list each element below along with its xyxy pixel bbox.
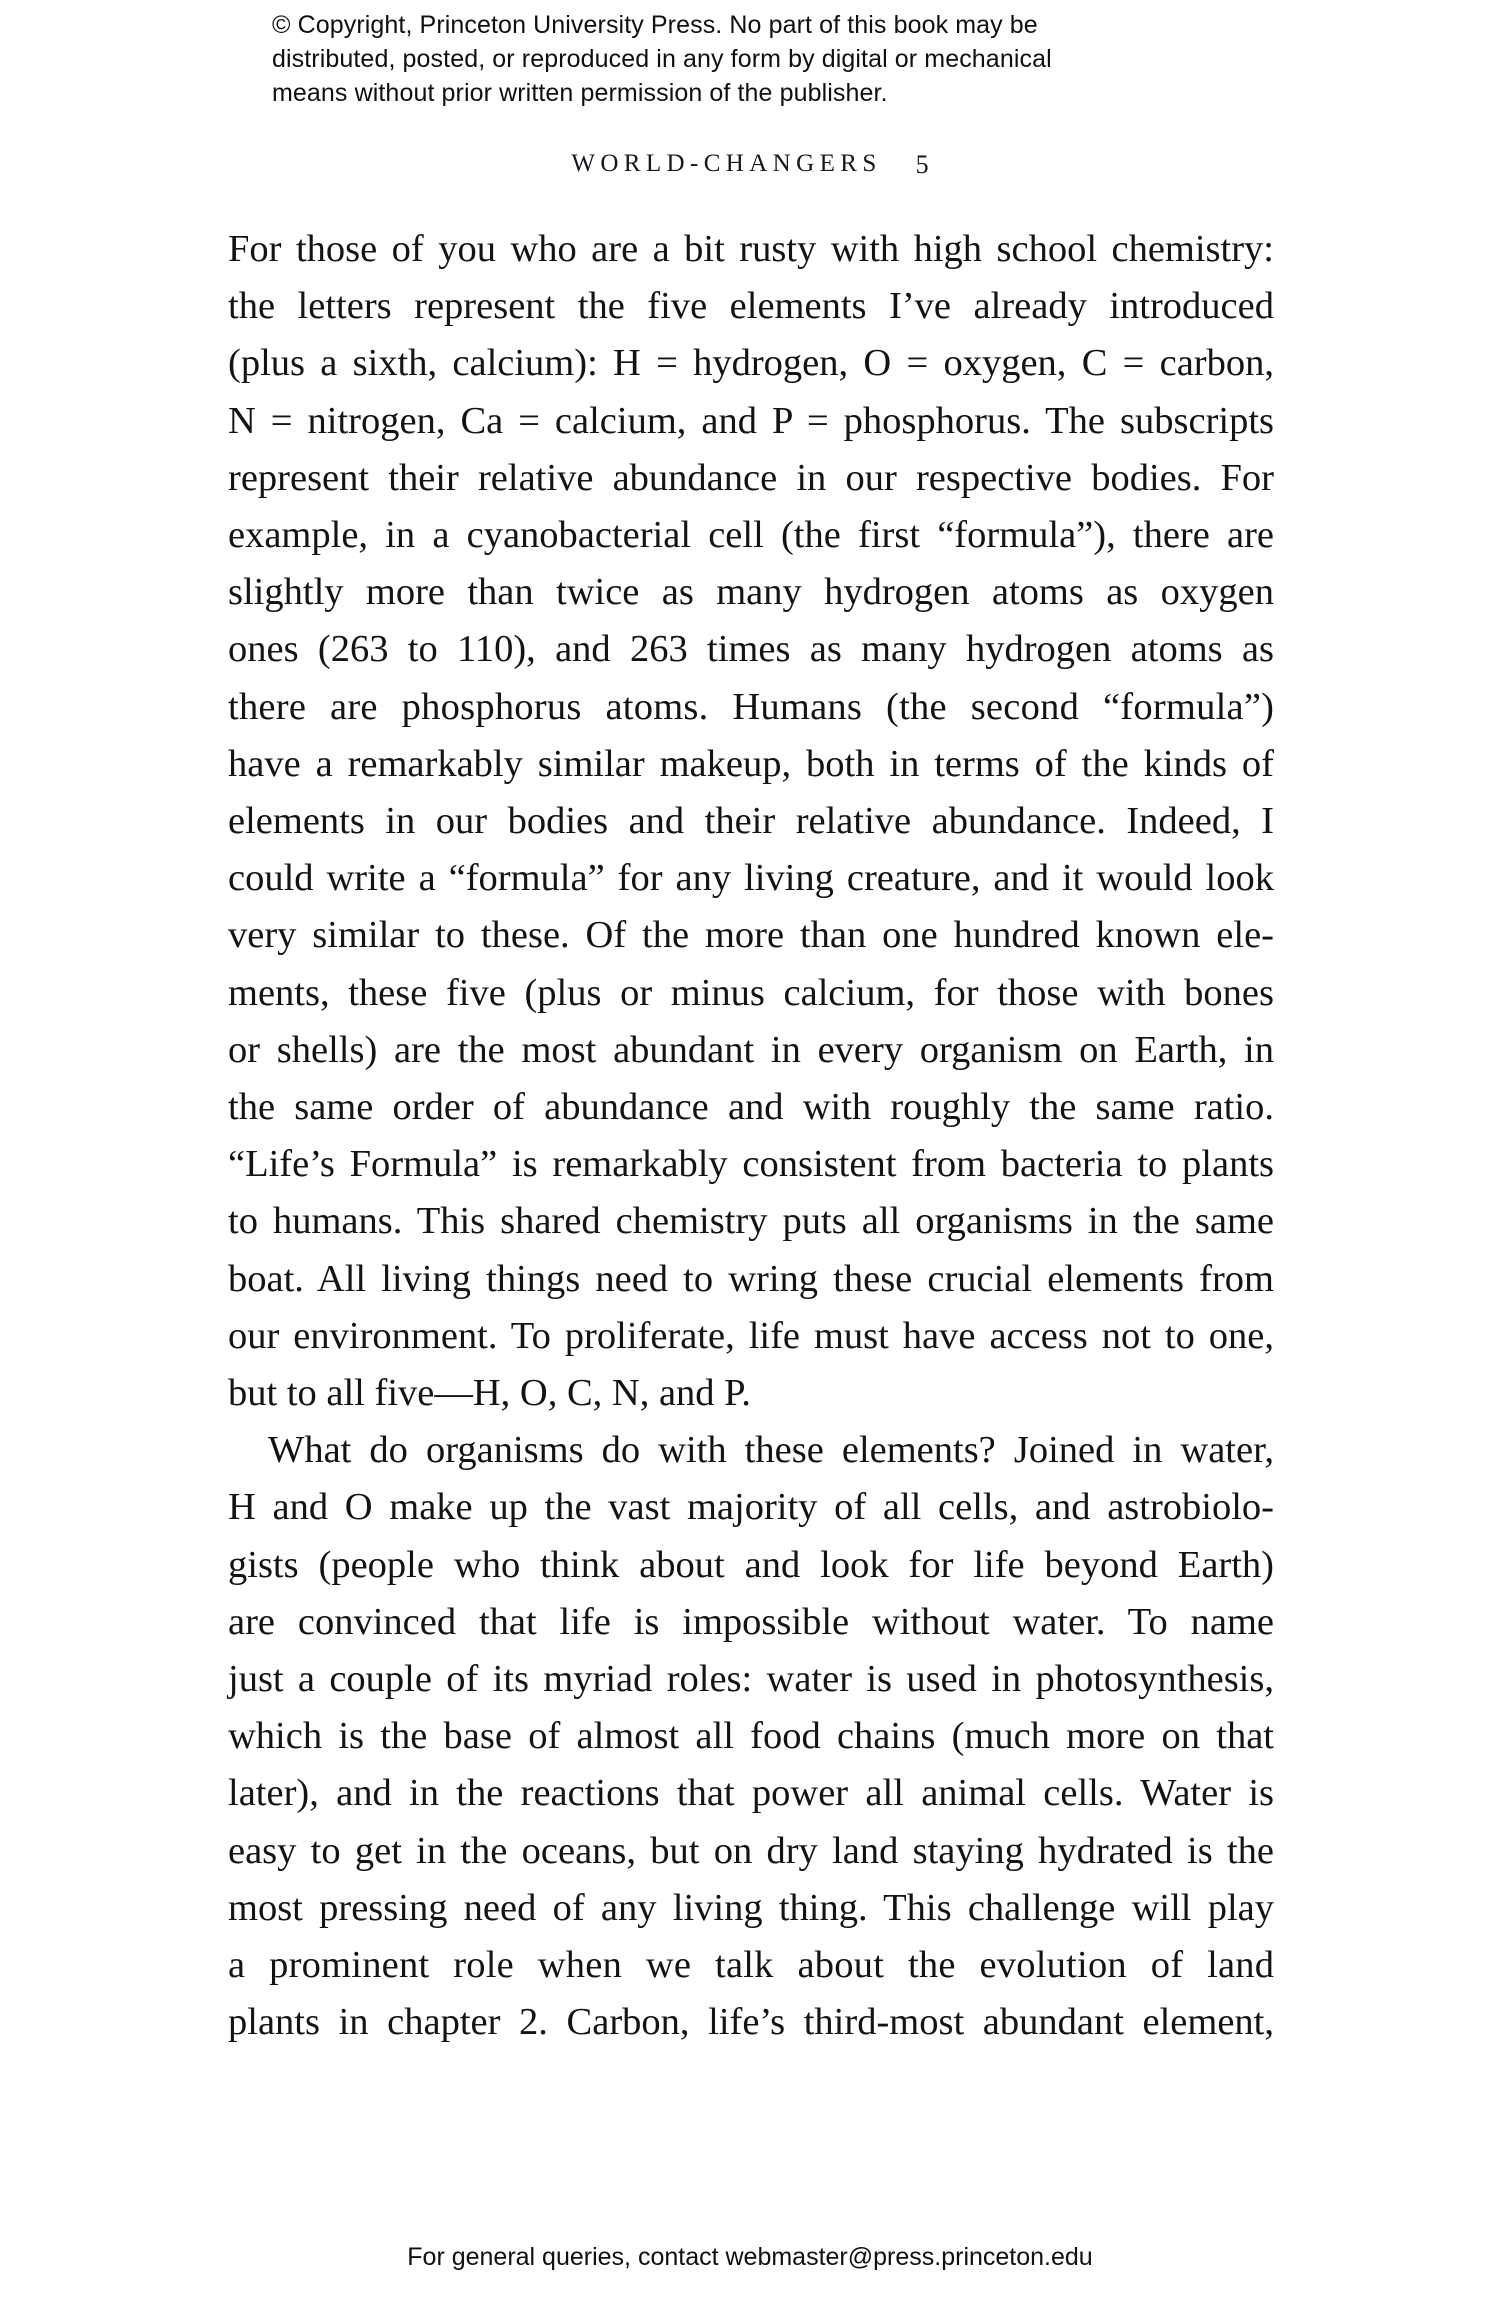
copyright-notice-line-1: © Copyright, Princeton University Press. No part of this book may be <box>272 11 1038 39</box>
text-line-content: N = nitrogen, Ca = calcium, and P = phosphorus. The subscripts <box>228 399 1274 442</box>
text-line-content: the same order of abundance and with roughly the same ratio. <box>228 1086 1274 1129</box>
text-line-content: “Life’s Formula” is remarkably consistent from bacteria to plants <box>228 1143 1274 1186</box>
text-line-content: could write a “formula” for any living creature, and it would look <box>228 857 1274 900</box>
text-line <box>228 221 1274 278</box>
text-line <box>228 736 1274 793</box>
text-line-content: slightly more than twice as many hydrogen atoms as oxygen <box>228 571 1274 614</box>
text-line <box>228 1537 1274 1594</box>
text-line-content: plants in chapter 2. Carbon, life’s third-most abundant element, <box>228 2001 1274 2044</box>
text-line <box>228 1251 1274 1308</box>
text-line <box>228 1708 1274 1765</box>
text-line-content: or shells) are the most abundant in every organism on Earth, in <box>228 1028 1274 1071</box>
copyright-notice <box>272 8 1232 110</box>
text-line-content: have a remarkably similar makeup, both in terms of the kinds of <box>228 742 1274 785</box>
text-line <box>228 393 1274 450</box>
running-head-title: WORLD-CHANGERS <box>571 150 882 177</box>
text-line-content: gists (people who think about and look for life beyond Earth) <box>228 1543 1274 1586</box>
text-line-content: are convinced that life is impossible without water. To name <box>228 1600 1274 1643</box>
text-line <box>228 793 1274 850</box>
text-line: but to all five—H, O, C, N, and P. <box>228 1372 751 1415</box>
text-line <box>228 1022 1274 1079</box>
text-line-content: represent their relative abundance in our respective bodies. For <box>228 456 1274 499</box>
copyright-notice-line-3: means without prior written permission of the publisher. <box>272 79 888 107</box>
text-line-content: to humans. This shared chemistry puts all organisms in the same <box>228 1200 1274 1243</box>
text-line <box>228 1136 1274 1193</box>
text-line <box>228 621 1274 678</box>
text-line-content: For those of you who are a bit rusty with high school chemistry: <box>228 228 1275 270</box>
text-line-content: ments, these five (plus or minus calcium, for those with bones <box>228 971 1274 1014</box>
text-line <box>228 965 1274 1022</box>
text-line-content: a prominent role when we talk about the evolution of land <box>228 1944 1275 1987</box>
text-line-content: later), and in the reactions that power all animal cells. Water is <box>228 1772 1274 1815</box>
text-line-content: the letters represent the five elements I’ve already introduced <box>228 285 1274 328</box>
text-line <box>228 1193 1274 1250</box>
text-line-content: very similar to these. Of the more than one hundred known ele- <box>228 914 1274 957</box>
text-line <box>228 450 1274 507</box>
text-line-content: easy to get in the oceans, but on dry land staying hydrated is the <box>228 1829 1274 1872</box>
text-line-content: there are phosphorus atoms. Humans (the second “formula”) <box>228 685 1275 728</box>
paragraph-1 <box>228 221 1274 1422</box>
text-line <box>228 507 1274 564</box>
text-line <box>228 1651 1274 1708</box>
text-line <box>228 1823 1274 1880</box>
text-line-content: our environment. To proliferate, life must have access not to one, <box>228 1314 1274 1357</box>
text-line-content: most pressing need of any living thing. This challenge will play <box>228 1886 1274 1929</box>
text-line-content: What do organisms do with these elements? Joined in water, <box>268 1429 1274 1472</box>
page-number: 5 <box>915 150 929 179</box>
paragraph-2 <box>228 1422 1274 2051</box>
text-line-content: boat. All living things need to wring these crucial elements from <box>228 1257 1274 1300</box>
text-line-content: (plus a sixth, calcium): H = hydrogen, O = oxygen, C = carbon, <box>228 342 1274 385</box>
text-line <box>228 1422 1274 1479</box>
text-line <box>228 907 1274 964</box>
running-head <box>0 148 1500 178</box>
text-line <box>228 1765 1274 1822</box>
text-line-content: ones (263 to 110), and 263 times as many hydrogen atoms as <box>228 628 1274 671</box>
text-line <box>228 1479 1274 1536</box>
text-line <box>228 1937 1274 1994</box>
footer-queries-notice: For general queries, contact webmaster@press.princeton.edu <box>407 2243 1093 2271</box>
text-line-content: H and O make up the vast majority of all cells, and astrobiolo- <box>228 1486 1274 1529</box>
text-line <box>228 1308 1274 1365</box>
copyright-notice-line-2: distributed, posted, or reproduced in any form by digital or mechanical <box>272 45 1052 73</box>
text-line <box>228 1994 1274 2051</box>
body-text <box>228 221 1274 2052</box>
text-line-content: elements in our bodies and their relative abundance. Indeed, I <box>228 800 1274 843</box>
text-line-content: example, in a cyanobacterial cell (the first “formula”), there are <box>228 514 1274 557</box>
text-line <box>228 278 1274 335</box>
text-line <box>228 850 1274 907</box>
text-line <box>228 1594 1274 1651</box>
text-line-content: just a couple of its myriad roles: water is used in photosynthesis, <box>228 1658 1274 1701</box>
text-line <box>228 1079 1274 1136</box>
text-line <box>228 679 1274 736</box>
text-line <box>228 1880 1274 1937</box>
text-line <box>228 564 1274 621</box>
text-line-content: which is the base of almost all food chains (much more on that <box>228 1715 1274 1758</box>
text-line <box>228 335 1274 392</box>
